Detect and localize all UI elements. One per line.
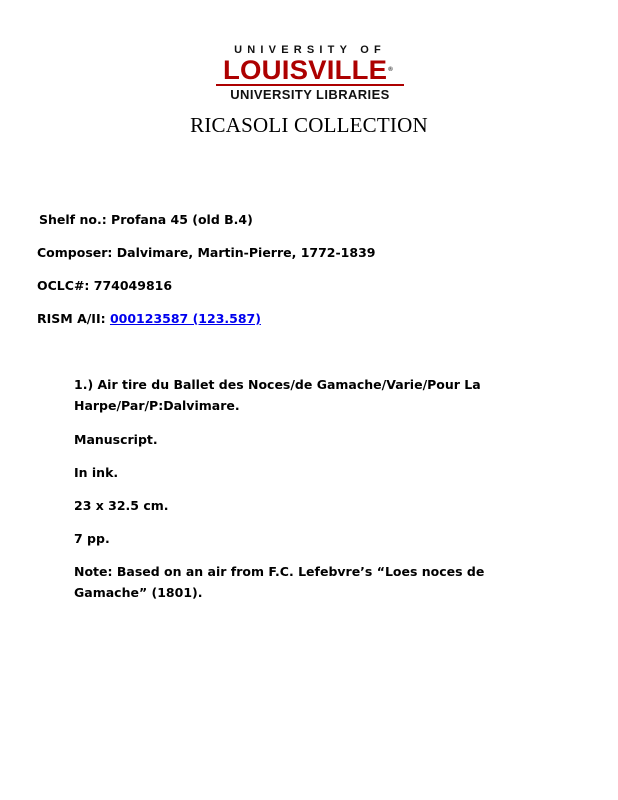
item-note: Note: Based on an air from F.C. Lefebvre’s “Loes noces de Gamache” (1801).: [74, 564, 485, 600]
logo-louisville: [206, 56, 410, 84]
item-size: 23 x 32.5 cm.: [74, 498, 169, 513]
item-type: Manuscript.: [74, 432, 158, 447]
item-medium: In ink.: [74, 465, 119, 480]
university-logo: [208, 44, 408, 103]
collection-title: RICASOLI COLLECTION: [190, 113, 428, 137]
logo-louisville-text: LOUISVILLE: [223, 55, 388, 85]
rism-label: RISM A/II:: [37, 311, 110, 326]
shelf-number: Shelf no.: Profana 45 (old B.4): [39, 212, 253, 227]
logo-registered-mark: ®: [388, 67, 393, 73]
rism-field: [37, 310, 261, 328]
composer: Composer: Dalvimare, Martin-Pierre, 1772-1839: [37, 245, 376, 260]
oclc-number: OCLC#: 774049816: [37, 278, 173, 293]
logo-university-libraries: UNIVERSITY LIBRARIES: [230, 87, 390, 102]
item-pages: 7 pp.: [74, 531, 110, 546]
item-title: 1.) Air tire du Ballet des Noces/de Gamache/Varie/Pour La Harpe/Par/P:Dalvimare.: [74, 377, 481, 413]
logo-university-of: UNIVERSITY OF: [234, 44, 386, 56]
rism-link[interactable]: 000123587 (123.587): [109, 311, 261, 326]
